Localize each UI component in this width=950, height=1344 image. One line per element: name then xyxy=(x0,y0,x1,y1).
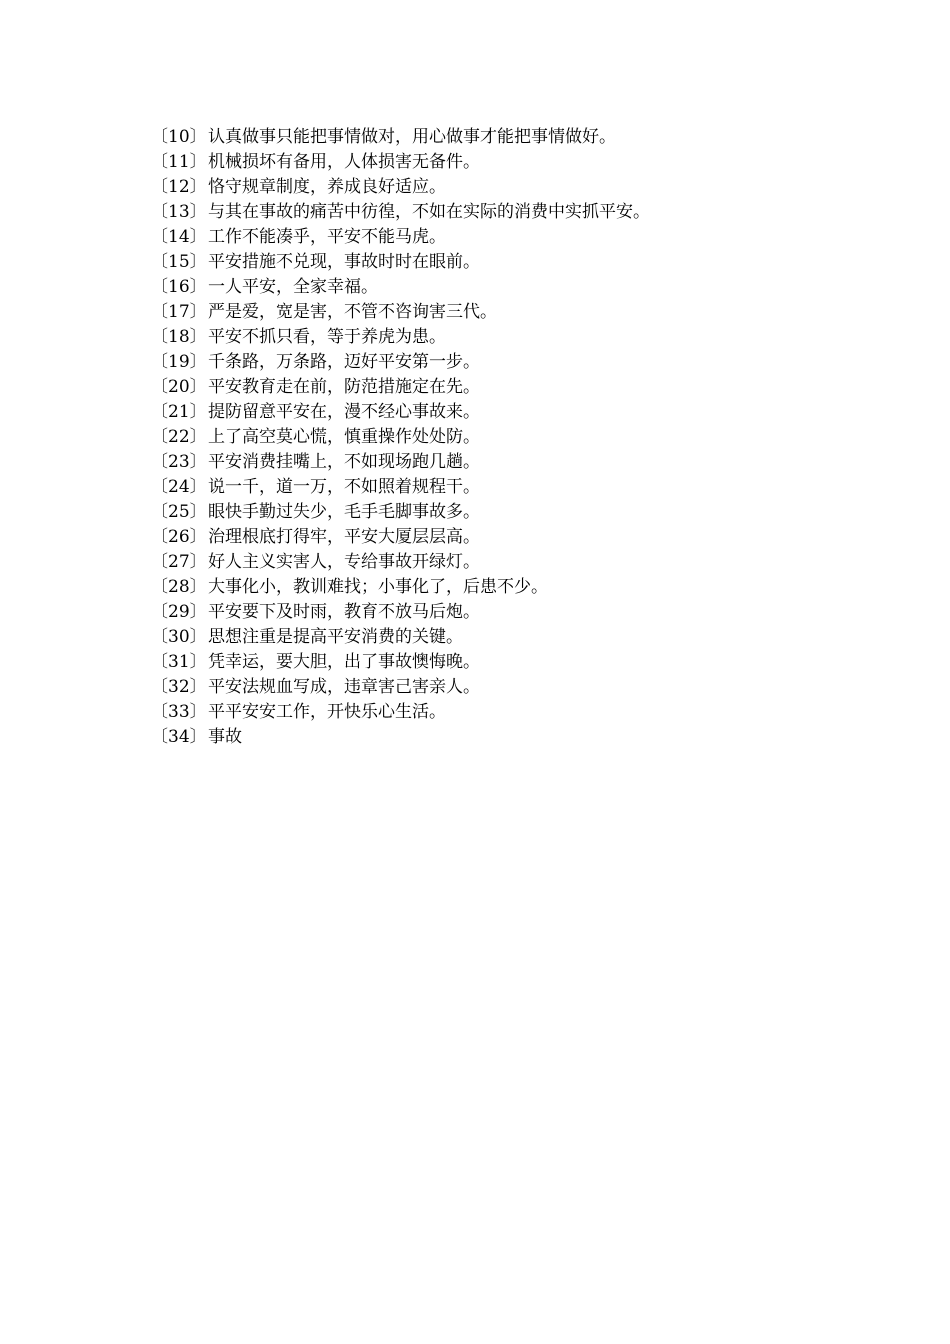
list-item xyxy=(151,400,871,425)
list-item xyxy=(151,200,871,225)
item-text: 千条路，万条路，迈好平安第一步。 xyxy=(208,352,480,372)
item-text: 一人平安，全家幸福。 xyxy=(208,277,378,297)
list-item xyxy=(151,150,871,175)
list-item xyxy=(151,250,871,275)
item-number: 〔13〕 xyxy=(151,202,207,222)
list-item xyxy=(151,625,871,650)
item-number: 〔33〕 xyxy=(151,702,207,722)
list-item xyxy=(151,300,871,325)
list-item xyxy=(151,125,871,150)
list-item xyxy=(151,500,871,525)
item-text: 平安要下及时雨，教育不放马后炮。 xyxy=(208,602,480,622)
item-text: 提防留意平安在，漫不经心事故来。 xyxy=(208,402,480,422)
list-item xyxy=(151,350,871,375)
list-item xyxy=(151,225,871,250)
item-number: 〔21〕 xyxy=(151,402,207,422)
item-text: 思想注重是提高平安消费的关键。 xyxy=(208,627,463,647)
item-number: 〔10〕 xyxy=(151,127,207,147)
item-number: 〔27〕 xyxy=(151,552,207,572)
item-number: 〔17〕 xyxy=(151,302,207,322)
list-item xyxy=(151,600,871,625)
item-number: 〔26〕 xyxy=(151,527,207,547)
item-number: 〔29〕 xyxy=(151,602,207,622)
item-text: 眼快手勤过失少，毛手毛脚事故多。 xyxy=(208,502,480,522)
item-number: 〔28〕 xyxy=(151,577,207,597)
item-text: 事故 xyxy=(208,727,242,747)
slogan-list xyxy=(151,125,871,750)
list-item xyxy=(151,425,871,450)
item-number: 〔15〕 xyxy=(151,252,207,272)
item-number: 〔16〕 xyxy=(151,277,207,297)
item-text: 平安教育走在前，防范措施定在先。 xyxy=(208,377,480,397)
list-item xyxy=(151,675,871,700)
item-text: 平安消费挂嘴上，不如现场跑几趟。 xyxy=(208,452,480,472)
item-text: 平安不抓只看，等于养虎为患。 xyxy=(208,327,446,347)
list-item xyxy=(151,450,871,475)
item-text: 治理根底打得牢，平安大厦层层高。 xyxy=(208,527,480,547)
item-number: 〔31〕 xyxy=(151,652,207,672)
item-number: 〔18〕 xyxy=(151,327,207,347)
item-text: 说一千，道一万，不如照着规程干。 xyxy=(208,477,480,497)
list-item xyxy=(151,575,871,600)
item-text: 恪守规章制度，养成良好适应。 xyxy=(208,177,446,197)
item-text: 严是爱，宽是害，不管不咨询害三代。 xyxy=(208,302,497,322)
item-number: 〔12〕 xyxy=(151,177,207,197)
list-item xyxy=(151,475,871,500)
list-item xyxy=(151,650,871,675)
item-number: 〔24〕 xyxy=(151,477,207,497)
item-text: 平安措施不兑现，事故时时在眼前。 xyxy=(208,252,480,272)
list-item xyxy=(151,550,871,575)
item-number: 〔11〕 xyxy=(151,152,207,172)
item-number: 〔19〕 xyxy=(151,352,207,372)
item-number: 〔25〕 xyxy=(151,502,207,522)
item-number: 〔30〕 xyxy=(151,627,207,647)
item-number: 〔23〕 xyxy=(151,452,207,472)
item-text: 认真做事只能把事情做对，用心做事才能把事情做好。 xyxy=(208,127,616,147)
list-item xyxy=(151,275,871,300)
list-item xyxy=(151,525,871,550)
item-number: 〔34〕 xyxy=(151,727,207,747)
item-text: 好人主义实害人，专给事故开绿灯。 xyxy=(208,552,480,572)
item-number: 〔14〕 xyxy=(151,227,207,247)
item-text: 平安法规血写成，违章害己害亲人。 xyxy=(208,677,480,697)
list-item xyxy=(151,325,871,350)
item-text: 工作不能凑乎，平安不能马虎。 xyxy=(208,227,446,247)
item-text: 平平安安工作，开快乐心生活。 xyxy=(208,702,446,722)
item-text: 上了高空莫心慌，慎重操作处处防。 xyxy=(208,427,480,447)
item-text: 机械损坏有备用，人体损害无备件。 xyxy=(208,152,480,172)
item-text: 与其在事故的痛苦中彷徨，不如在实际的消费中实抓平安。 xyxy=(208,202,650,222)
list-item xyxy=(151,175,871,200)
list-item xyxy=(151,725,871,750)
item-number: 〔22〕 xyxy=(151,427,207,447)
item-number: 〔32〕 xyxy=(151,677,207,697)
item-text: 凭幸运，要大胆，出了事故懊悔晚。 xyxy=(208,652,480,672)
list-item xyxy=(151,700,871,725)
item-number: 〔20〕 xyxy=(151,377,207,397)
item-text: 大事化小，教训难找；小事化了，后患不少。 xyxy=(208,577,548,597)
list-item xyxy=(151,375,871,400)
